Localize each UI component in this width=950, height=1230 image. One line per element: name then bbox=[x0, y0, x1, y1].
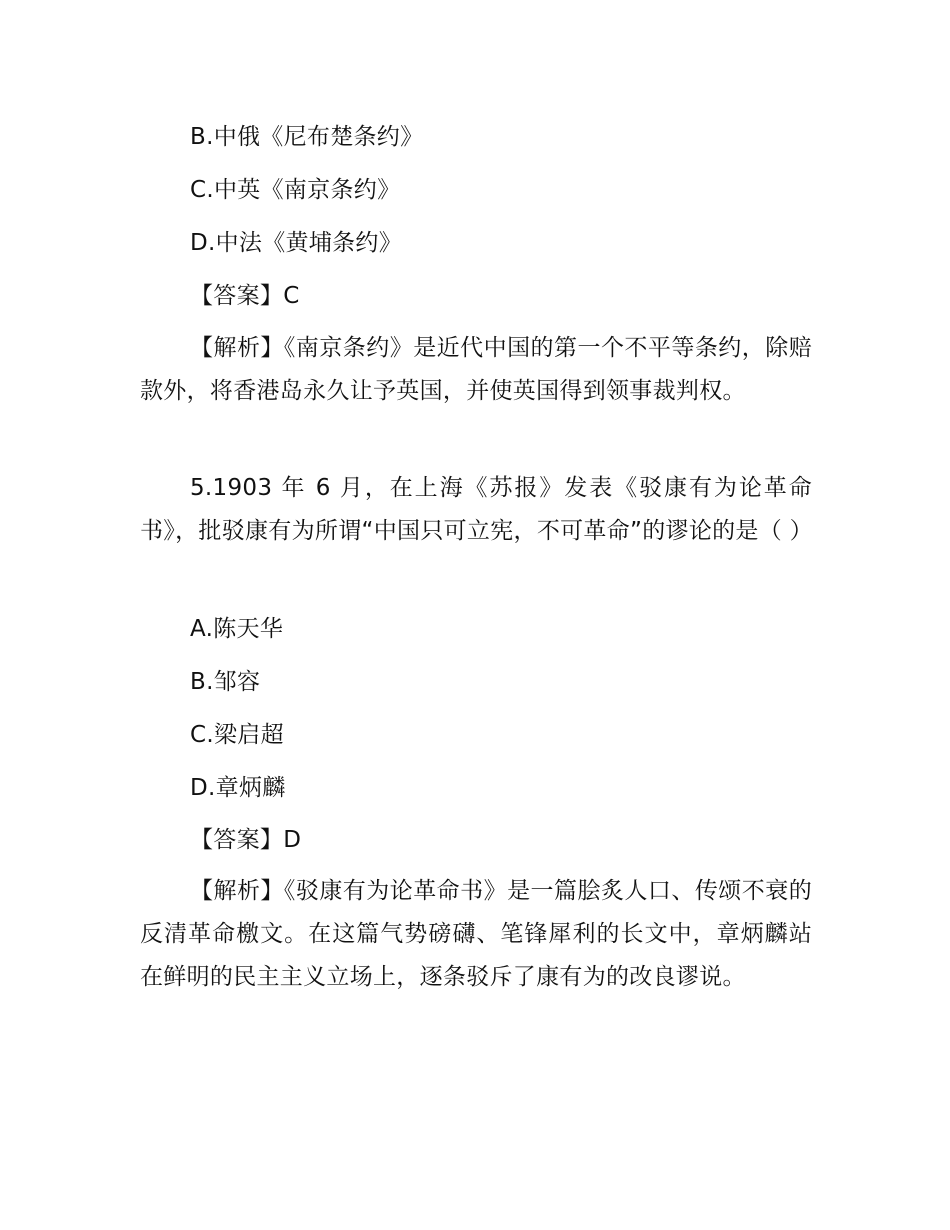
q5-option-c: C.梁启超 bbox=[190, 722, 284, 748]
q4-analysis: 【解析】《南京条约》是近代中国的第一个不平等条约，除赔款外，将香港岛永久让予英国，并使英国得到领事裁判权。 bbox=[140, 335, 812, 404]
q4-answer: 【答案】C bbox=[190, 283, 300, 309]
q5-option-d: D.章炳麟 bbox=[190, 775, 286, 801]
q5-stem: 5.1903 年 6 月，在上海《苏报》发表《驳康有为论革命书》，批驳康有为所谓“中国只可立宪，不可革命”的谬论的是（ ） bbox=[140, 475, 813, 544]
q4-option-d: D.中法《黄埔条约》 bbox=[190, 230, 403, 256]
q5-option-a: A.陈天华 bbox=[190, 616, 284, 642]
q5-answer: 【答案】D bbox=[190, 827, 302, 853]
q4-option-b: B.中俄《尼布楚条约》 bbox=[190, 124, 424, 150]
q5-analysis: 【解析】《驳康有为论革命书》是一篇脍炙人口、传颂不衰的反清革命檄文。在这篇气势磅礴、笔锋犀利的长文中，章炳麟站在鲜明的民主主义立场上，逐条驳斥了康有为的改良谬说。 bbox=[140, 878, 812, 990]
q4-option-c: C.中英《南京条约》 bbox=[190, 177, 401, 203]
q5-option-b: B.邹容 bbox=[190, 669, 261, 695]
